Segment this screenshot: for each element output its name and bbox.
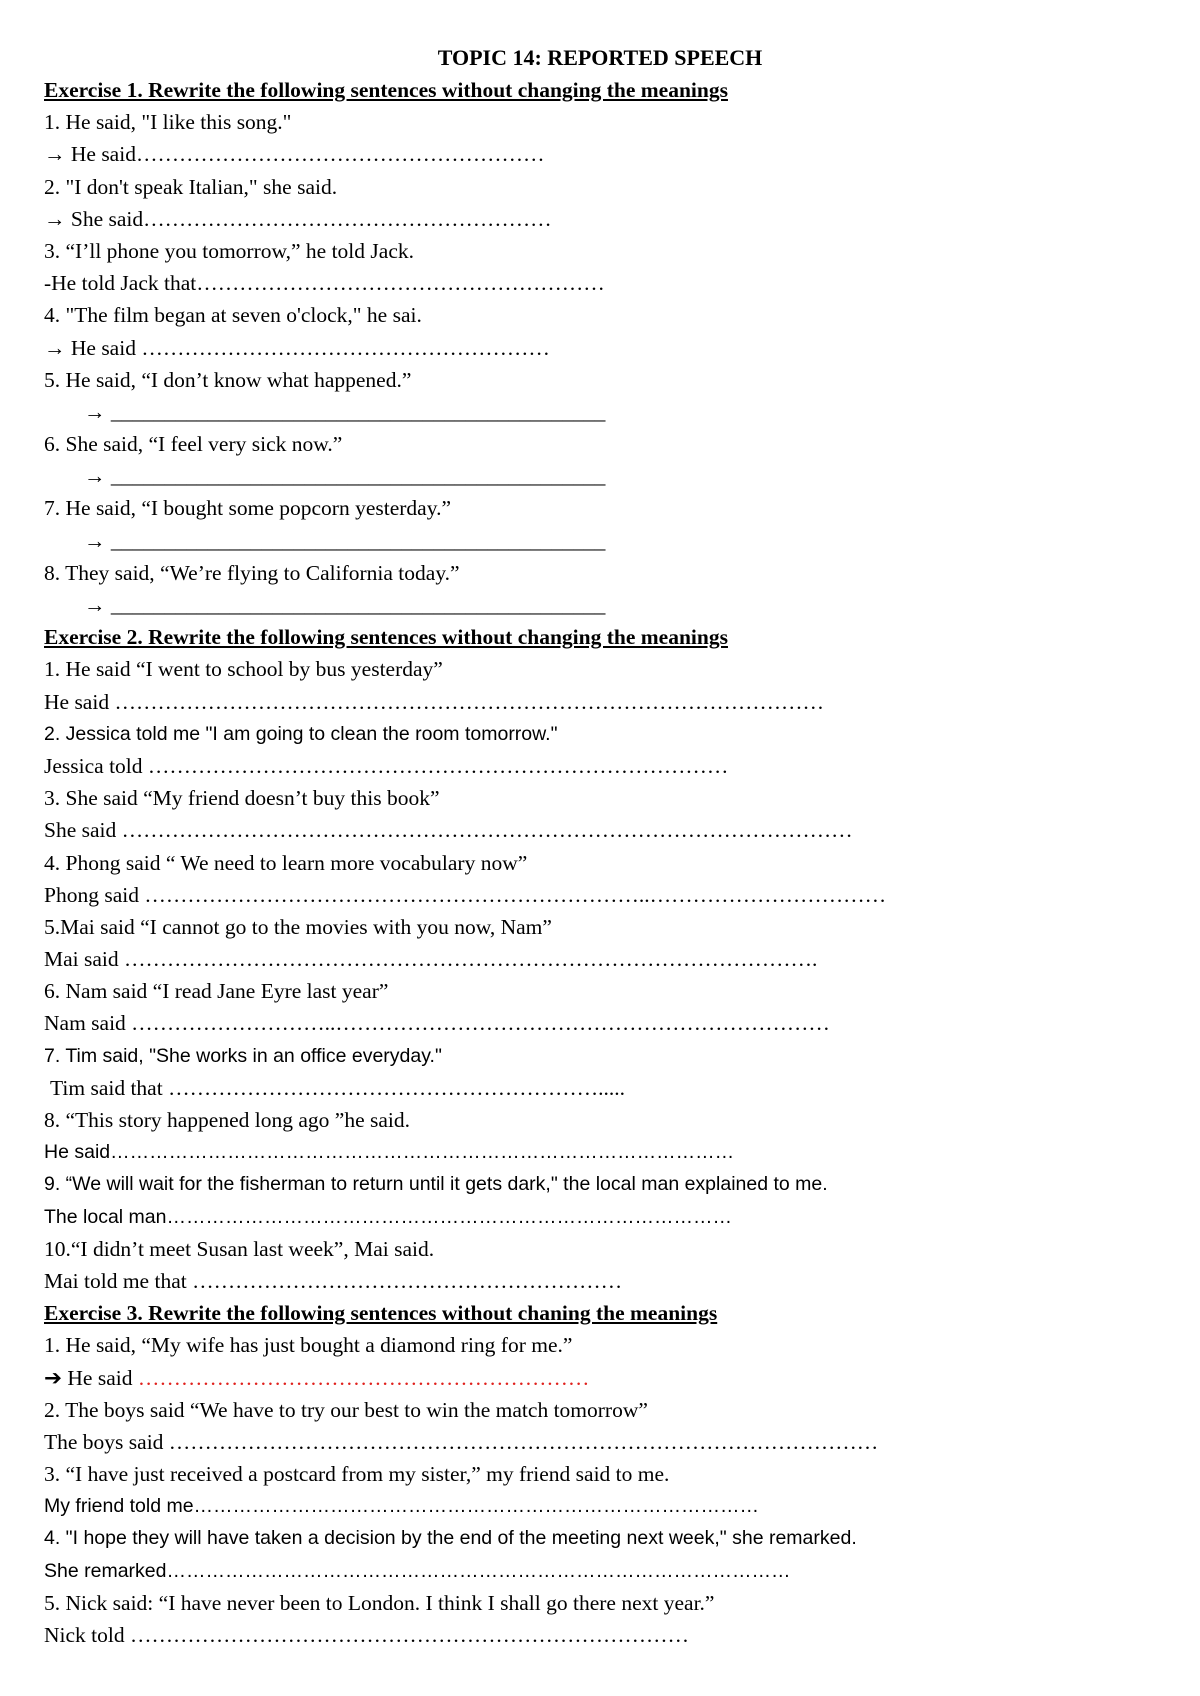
ex3-answer-2: The boys said ……………………………………………………………………………………… — [44, 1429, 879, 1454]
ex1-answer-1: → He said………………………………………………… — [44, 142, 545, 167]
ex1-answer-2: → She said………………………………………………… — [44, 206, 552, 231]
ex1-answer-7: → ______________________________________________ — [84, 528, 606, 553]
ex1-question-2: 2. "I don't speak Italian," she said. — [44, 174, 338, 199]
ex2-answer-4: Phong said ……………………………………………………………..…………………………… — [44, 882, 887, 907]
ex3-question-5: 5. Nick said: “I have never been to London. I think I shall go there next year.” — [44, 1590, 715, 1615]
ex1-question-8: 8. They said, “We’re flying to California today.” — [44, 560, 460, 585]
ex2-answer-3: She said ………………………………………………………………………………………… — [44, 818, 853, 843]
ex3-question-3: 3. “I have just received a postcard from my sister,” my friend said to me. — [44, 1462, 670, 1487]
ex2-question-1: 1. He said “I went to school by bus yesterday” — [44, 657, 443, 682]
ex3-answer-1 — [44, 1362, 1164, 1394]
ex1-question-4: 4. "The film began at seven o'clock," he sai. — [44, 303, 422, 328]
ex1-answer-5: → ______________________________________________ — [84, 399, 606, 424]
ex3-answer-1-prefix: ➔ He said — [44, 1365, 133, 1390]
ex3-question-4: 4. "I hope they will have taken a decision by the end of the meeting next week," she remarked. — [44, 1527, 857, 1550]
ex2-question-8: 8. “This story happened long ago ”he said. — [44, 1108, 411, 1132]
page-title: TOPIC 14: REPORTED SPEECH — [437, 45, 763, 70]
ex2-answer-1: He said ……………………………………………………………………………………… — [44, 689, 824, 714]
ex2-answer-5: Mai said ……………………………………………………………………………………. — [44, 947, 818, 972]
ex2-question-2: 2. Jessica told me "I am going to clean the room tomorrow." — [44, 722, 558, 745]
ex2-question-5: 5.Mai said “I cannot go to the movies with you now, Nam” — [44, 914, 552, 939]
exercise-content — [44, 74, 1164, 1651]
ex1-answer-4: → He said ………………………………………………… — [44, 335, 550, 360]
ex1-question-7: 7. He said, “I bought some popcorn yesterday.” — [44, 496, 451, 521]
ex2-question-6: 6. Nam said “I read Jane Eyre last year” — [44, 979, 389, 1004]
ex3-answer-4: She remarked…………………………………………………………………………………… — [44, 1559, 791, 1582]
ex1-question-1: 1. He said, "I like this song." — [44, 110, 292, 135]
ex3-answer-3: My friend told me…………………………………………………………………………… — [44, 1495, 760, 1518]
ex2-answer-10: Mai told me that …………………………………………………… — [44, 1268, 623, 1293]
ex1-question-3: 3. “I’ll phone you tomorrow,” he told Jack. — [44, 238, 414, 263]
ex1-answer-6: → ______________________________________________ — [84, 464, 606, 489]
ex2-answer-2: Jessica told ……………………………………………………………………… — [44, 753, 729, 778]
exercise-3-heading: Exercise 3. Rewrite the following sentences without chaning the meanings — [44, 1301, 718, 1326]
exercise-1-heading: Exercise 1. Rewrite the following sentences without changing the meanings — [44, 78, 728, 102]
ex2-answer-9: The local man…………………………………………………………………………… — [44, 1205, 732, 1228]
ex1-answer-8: → ______________________________________________ — [84, 593, 606, 617]
ex3-answer-1-dots: ……………………………………………………… — [137, 1365, 590, 1390]
exercise-2-heading: Exercise 2. Rewrite the following sentences without changing the meanings — [44, 625, 728, 650]
ex2-question-10: 10.“I didn’t meet Susan last week”, Mai said. — [44, 1236, 435, 1261]
ex2-question-7: 7. Tim said, "She works in an office everyday." — [44, 1044, 442, 1067]
ex2-answer-6: Nam said ………………………..…………………………………………………………… — [44, 1011, 830, 1036]
ex2-question-9: 9. “We will wait for the fisherman to return until it gets dark," the local man explained to me. — [44, 1173, 828, 1196]
ex2-answer-7: Tim said that ……………………………………………………..... — [50, 1075, 625, 1100]
ex1-question-6: 6. She said, “I feel very sick now.” — [44, 432, 343, 457]
ex3-answer-5: Nick told …………………………………………………………………… — [44, 1623, 689, 1647]
ex1-answer-3: -He told Jack that………………………………………………… — [44, 271, 605, 296]
ex3-question-1: 1. He said, “My wife has just bought a diamond ring for me.” — [44, 1333, 573, 1358]
ex2-question-4: 4. Phong said “ We need to learn more vocabulary now” — [44, 850, 528, 875]
ex1-question-5: 5. He said, “I don’t know what happened.” — [44, 367, 412, 392]
ex2-question-3: 3. She said “My friend doesn’t buy this book” — [44, 786, 440, 811]
ex2-answer-8: He said…………………………………………………………………………………… — [44, 1141, 735, 1164]
ex3-question-2: 2. The boys said “We have to try our best to win the match tomorrow” — [44, 1397, 648, 1422]
